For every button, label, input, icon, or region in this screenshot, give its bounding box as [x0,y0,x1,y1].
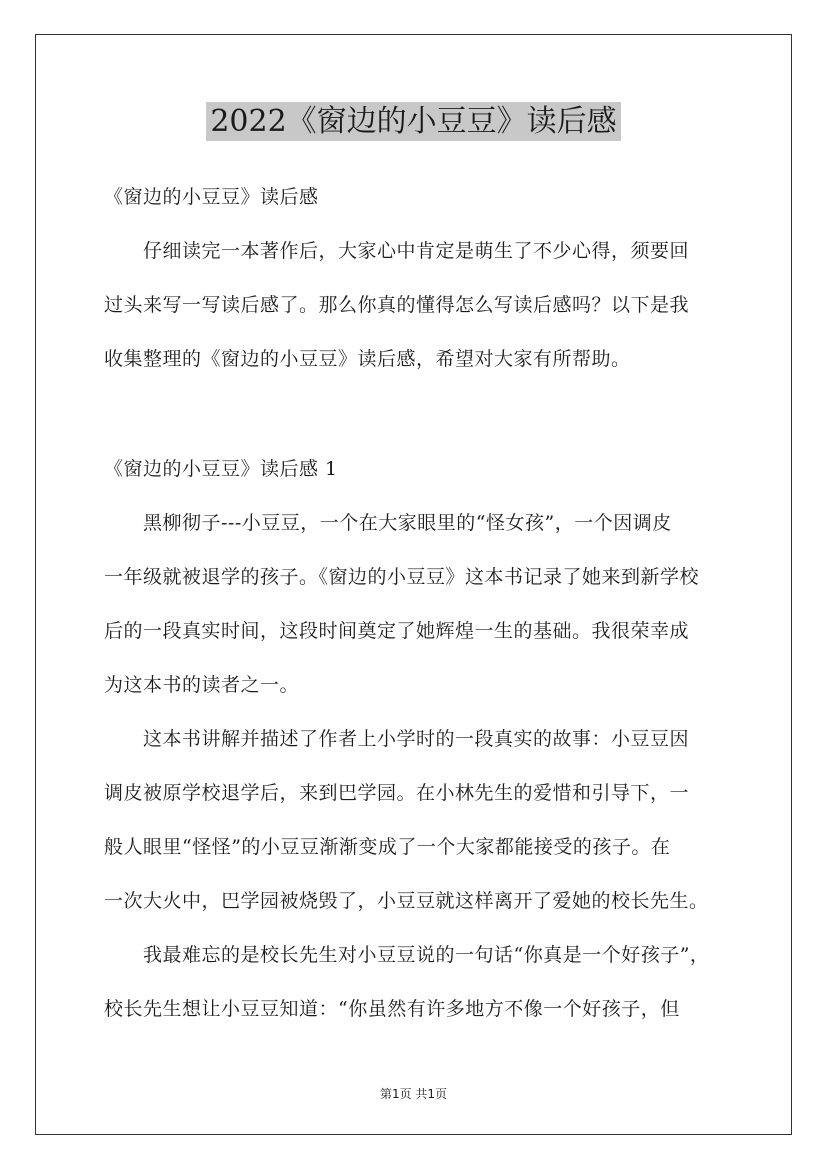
para1-line-1: 黑柳彻子---小豆豆，一个在大家眼里的“怪女孩”，一个因调皮 [143,512,672,534]
subtitle: 《窗边的小豆豆》读后感 [104,186,319,208]
section-heading: 《窗边的小豆豆》读后感 1 [104,458,338,480]
para3-line-2: 校长先生想让小豆豆知道：“你虽然有许多地方不像一个好孩子，但 [104,998,680,1020]
document-title [0,100,827,144]
intro-line-1: 仔细读完一本著作后，大家心中肯定是萌生了不少心得，须要回 [143,240,690,262]
para2-line-2: 调皮被原学校退学后，来到巴学园。在小林先生的爱惜和引导下，一 [104,782,690,804]
para1-line-3: 后的一段真实时间，这段时间奠定了她辉煌一生的基础。我很荣幸成 [104,620,690,642]
intro-line-3: 收集整理的《窗边的小豆豆》读后感，希望对大家有所帮助。 [104,348,631,370]
para1-line-4: 为这本书的读者之一。 [104,674,300,696]
page-footer: 第1页 共1页 [379,1087,448,1101]
intro-line-2: 过头来写一写读后感了。那么你真的懂得怎么写读后感吗？以下是我 [104,294,690,316]
document-title-text: 2022《窗边的小豆豆》读后感 [206,102,620,141]
para1-line-2: 一年级就被退学的孩子。《窗边的小豆豆》这本书记录了她来到新学校 [104,566,700,588]
para2-line-3: 般人眼里“怪怪”的小豆豆渐渐变成了一个大家都能接受的孩子。在 [104,836,671,858]
para2-line-4: 一次大火中，巴学园被烧毁了，小豆豆就这样离开了爱她的校长先生。 [104,890,709,912]
para2-line-1: 这本书讲解并描述了作者上小学时的一段真实的故事：小豆豆因 [143,728,690,750]
para3-line-1: 我最难忘的是校长先生对小豆豆说的一句话“你真是一个好孩子”， [143,944,710,966]
